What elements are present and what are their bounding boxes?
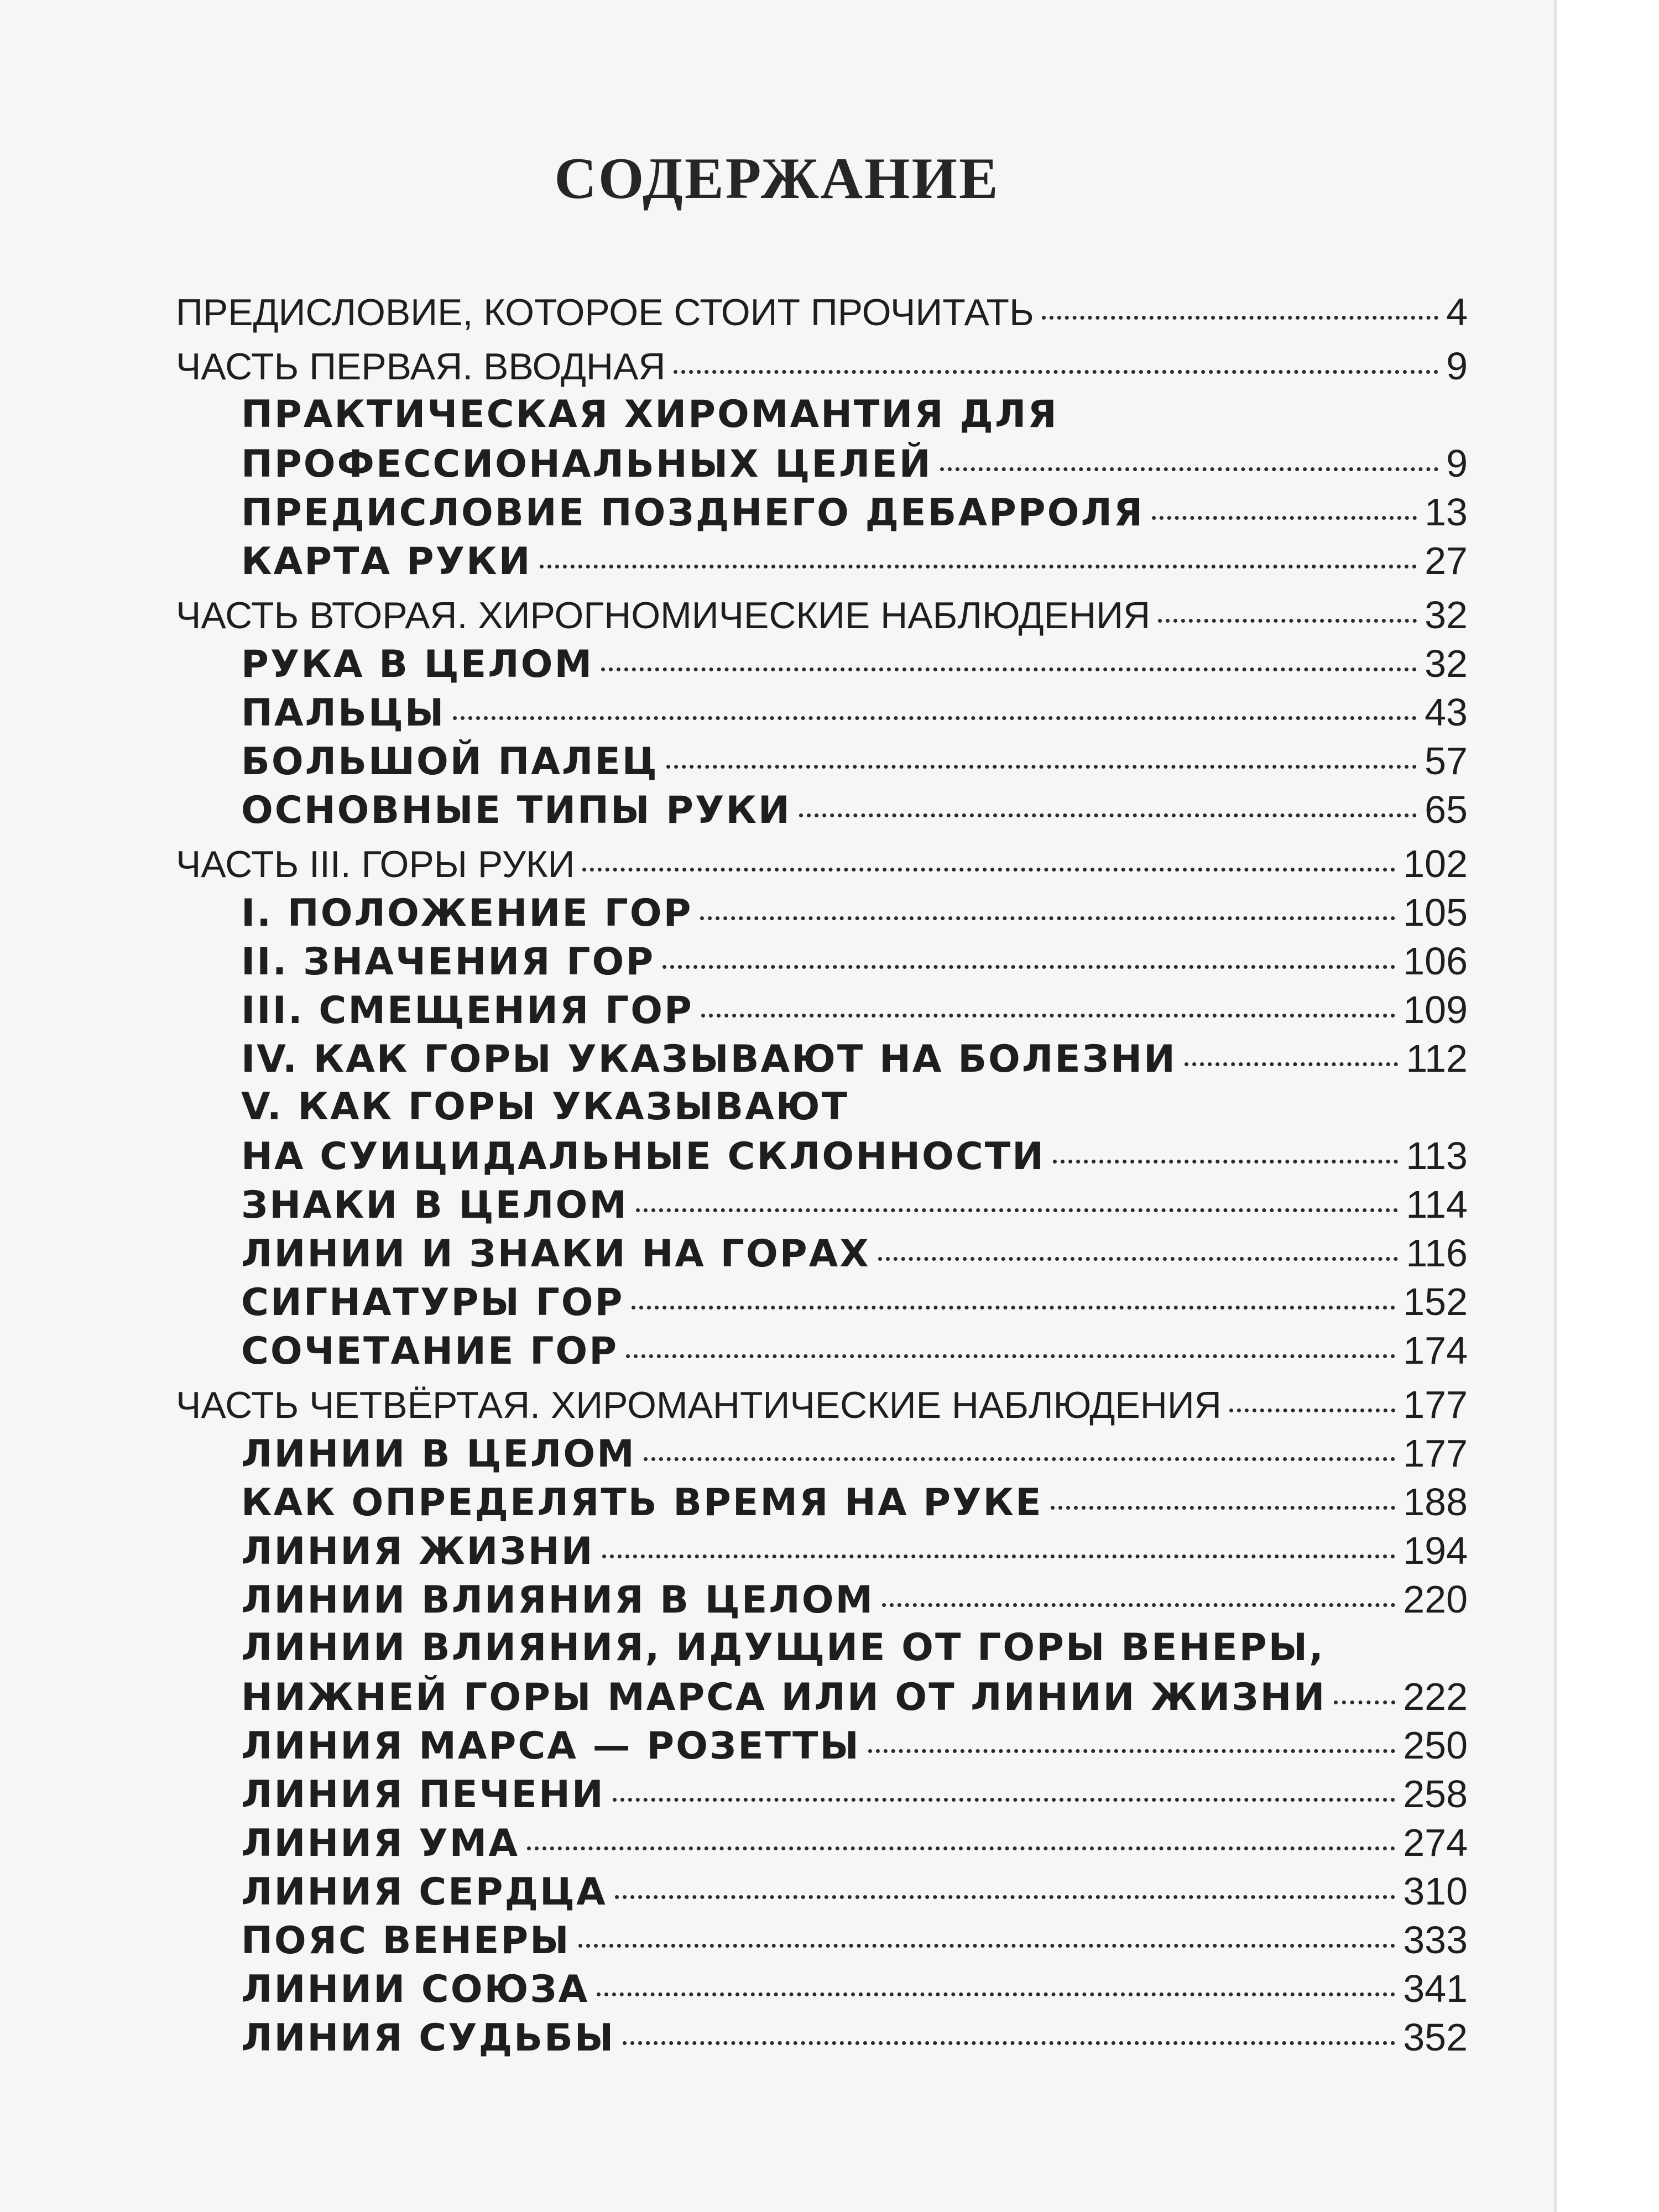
toc-entry-title: ЛИНИИ ВЛИЯНИЯ, ИДУЩИЕ ОТ ГОРЫ ВЕНЕРЫ, <box>241 1626 1325 1670</box>
dot-leader <box>1158 619 1417 623</box>
toc-entry-title: ЧАСТЬ ПЕРВАЯ. ВВОДНАЯ <box>176 346 666 388</box>
toc-entry-title: ПРОФЕССИОНАЛЬНЫХ ЦЕЛЕЙ <box>241 442 932 486</box>
toc-page-number: 188 <box>1403 1480 1468 1524</box>
dot-leader <box>613 1798 1395 1802</box>
toc-entry-title: ПОЯС ВЕНЕРЫ <box>241 1919 571 1963</box>
toc-entry <box>176 1770 1468 1818</box>
toc-page-number: 177 <box>1403 1432 1468 1475</box>
toc-page-number: 32 <box>1425 593 1468 637</box>
toc-page-number: 274 <box>1403 1821 1468 1864</box>
dot-leader <box>1053 1160 1398 1164</box>
dot-leader <box>453 716 1417 720</box>
toc-entry <box>176 591 1468 639</box>
toc-entry <box>176 1867 1468 1916</box>
toc-entry-title: ПРАКТИЧЕСКАЯ ХИРОМАНТИЯ ДЛЯ <box>241 393 1058 436</box>
dot-leader <box>1051 1506 1396 1510</box>
dot-leader <box>940 467 1438 471</box>
dot-leader <box>540 565 1417 568</box>
toc-entry <box>176 1429 1468 1478</box>
toc-entry-title: ЛИНИИ И ЗНАКИ НА ГОРАХ <box>241 1232 870 1276</box>
toc-entry-title: ЛИНИЯ МАРСА — РОЗЕТТЫ <box>241 1724 860 1768</box>
toc-entry <box>176 439 1468 488</box>
toc-page-number: 113 <box>1406 1134 1468 1177</box>
toc-entry <box>176 1575 1468 1624</box>
toc-entry-title: III. СМЕЩЕНИЯ ГОР <box>241 989 693 1032</box>
toc-entry-title: ЛИНИИ В ЦЕЛОМ <box>241 1432 636 1476</box>
toc-entry <box>176 342 1468 390</box>
dot-leader <box>1042 316 1438 320</box>
toc-entry <box>176 1478 1468 1526</box>
toc-page-number: 258 <box>1403 1772 1468 1815</box>
toc-page-number: 9 <box>1446 442 1468 485</box>
toc-entry-title: ЧАСТЬ III. ГОРЫ РУКИ <box>176 843 575 885</box>
toc-entry <box>176 1624 1468 1672</box>
toc-entry-title: КАРТА РУКИ <box>241 540 532 583</box>
toc-page-number: 4 <box>1446 290 1468 333</box>
toc-page-number: 106 <box>1403 940 1468 983</box>
toc-entry <box>176 1380 1468 1429</box>
toc-entry <box>176 1964 1468 2013</box>
toc-entry-title: ПРЕДИСЛОВИЕ ПОЗДНЕГО ДЕБАРРОЛЯ <box>241 491 1145 535</box>
toc-entry <box>176 888 1468 937</box>
dot-leader <box>1185 1062 1399 1066</box>
toc-entry <box>176 1526 1468 1575</box>
toc-entry <box>176 688 1468 737</box>
toc-entry-title: ЧАСТЬ ВТОРАЯ. ХИРОГНОМИЧЕСКИЕ НАБЛЮДЕНИЯ <box>176 594 1151 637</box>
dot-leader <box>527 1846 1395 1850</box>
dot-leader <box>597 1992 1395 1996</box>
dot-leader <box>644 1457 1395 1461</box>
toc-entry <box>176 639 1468 688</box>
toc-page-number: 341 <box>1403 1967 1468 2010</box>
dot-leader <box>868 1749 1395 1753</box>
toc-entry-title: ЛИНИЯ СУДЬБЫ <box>241 2016 615 2060</box>
page-title: СОДЕРЖАНИЕ <box>554 146 1000 211</box>
toc-entry-title: НИЖНЕЙ ГОРЫ МАРСА ИЛИ ОТ ЛИНИИ ЖИЗНИ <box>241 1676 1327 1719</box>
dot-leader <box>626 1354 1395 1358</box>
toc-entry <box>176 785 1468 834</box>
dot-leader <box>1334 1700 1395 1704</box>
toc-entry <box>176 488 1468 536</box>
toc-entry-title: IV. КАК ГОРЫ УКАЗЫВАЮТ НА БОЛЕЗНИ <box>241 1037 1177 1081</box>
toc-entry-title: СИГНАТУРЫ ГОР <box>241 1281 624 1324</box>
dot-leader <box>701 1014 1395 1018</box>
toc-entry <box>176 1721 1468 1770</box>
toc-entry-title: ЛИНИЯ СЕРДЦА <box>241 1870 607 1914</box>
toc-page-number: 177 <box>1403 1383 1468 1426</box>
toc-page-number: 310 <box>1403 1870 1468 1913</box>
toc-entry-title: ЗНАКИ В ЦЕЛОМ <box>241 1183 629 1227</box>
dot-leader <box>882 1603 1395 1607</box>
toc-entry <box>176 2013 1468 2062</box>
dot-leader <box>700 916 1395 920</box>
toc-page-number: 102 <box>1403 842 1468 885</box>
toc-page-number: 43 <box>1425 691 1468 734</box>
toc-page-number: 65 <box>1425 788 1468 831</box>
toc-entry <box>176 1034 1468 1083</box>
toc-entry-title: ЛИНИЯ УМА <box>241 1822 519 1865</box>
dot-leader <box>582 868 1395 872</box>
toc-page-number: 27 <box>1425 539 1468 582</box>
toc-page-number: 352 <box>1403 2016 1468 2059</box>
dot-leader <box>799 813 1417 817</box>
toc-page-number: 105 <box>1403 891 1468 934</box>
toc-entry <box>176 1326 1468 1375</box>
toc-entry <box>176 1180 1468 1229</box>
toc-entry-title: ОСНОВНЫЕ ТИПЫ РУКИ <box>241 789 791 832</box>
toc-entry-title: ЛИНИИ ВЛИЯНИЯ В ЦЕЛОМ <box>241 1578 875 1622</box>
toc-page-number: 174 <box>1403 1329 1468 1372</box>
toc-entry-title: РУКА В ЦЕЛОМ <box>241 643 594 686</box>
toc-page-number: 112 <box>1406 1037 1468 1080</box>
toc-page-number: 57 <box>1425 739 1468 782</box>
toc-entry-title: ПАЛЬЦЫ <box>241 691 446 735</box>
toc-page-number: 250 <box>1403 1724 1468 1767</box>
toc-entry <box>176 737 1468 785</box>
dot-leader <box>666 765 1417 769</box>
toc-entry <box>176 937 1468 985</box>
toc-entry <box>176 1672 1468 1721</box>
toc-page-number: 152 <box>1403 1280 1468 1323</box>
toc-page-number: 220 <box>1403 1578 1468 1621</box>
toc-entry <box>176 1818 1468 1867</box>
toc-entry <box>176 1916 1468 1964</box>
dot-leader <box>578 1944 1396 1948</box>
toc-entry-title: КАК ОПРЕДЕЛЯТЬ ВРЕМЯ НА РУКЕ <box>241 1481 1043 1525</box>
table-of-contents <box>176 288 1468 2062</box>
dot-leader <box>878 1257 1399 1261</box>
toc-page-number: 13 <box>1425 491 1468 534</box>
toc-entry-title: ЧАСТЬ ЧЕТВЁРТАЯ. ХИРОМАНТИЧЕСКИЕ НАБЛЮДЕНИЯ <box>176 1384 1222 1426</box>
toc-entry-title: ПРЕДИСЛОВИЕ, КОТОРОЕ СТОИТ ПРОЧИТАТЬ <box>176 291 1034 333</box>
toc-entry-title: ЛИНИИ СОЮЗА <box>241 1968 589 2011</box>
toc-page-number: 109 <box>1403 988 1468 1031</box>
dot-leader <box>674 370 1439 374</box>
dot-leader <box>602 1554 1396 1558</box>
toc-entry-title: БОЛЬШОЙ ПАЛЕЦ <box>241 740 659 784</box>
toc-entry <box>176 1229 1468 1277</box>
toc-page-number: 32 <box>1425 642 1468 685</box>
toc-entry <box>176 985 1468 1034</box>
toc-entry <box>176 1277 1468 1326</box>
toc-entry-title: ЛИНИЯ ПЕЧЕНИ <box>241 1773 605 1817</box>
dot-leader <box>601 667 1417 671</box>
dot-leader <box>662 965 1395 969</box>
toc-page-number: 194 <box>1403 1529 1468 1572</box>
dot-leader <box>623 2041 1395 2045</box>
toc-entry <box>176 390 1468 439</box>
toc-entry-title: ЛИНИЯ ЖИЗНИ <box>241 1530 594 1573</box>
toc-entry <box>176 536 1468 585</box>
toc-entry-title: V. КАК ГОРЫ УКАЗЫВАЮТ <box>241 1085 849 1129</box>
dot-leader <box>636 1208 1398 1212</box>
toc-page-number: 9 <box>1446 345 1468 388</box>
toc-page-number: 222 <box>1403 1675 1468 1718</box>
dot-leader <box>615 1895 1395 1899</box>
toc-entry <box>176 1131 1468 1180</box>
toc-entry-title: II. ЗНАЧЕНИЯ ГОР <box>241 940 655 984</box>
toc-entry-title: I. ПОЛОЖЕНИЕ ГОР <box>241 891 693 935</box>
dot-leader <box>1229 1408 1395 1412</box>
dot-leader <box>632 1306 1395 1310</box>
toc-page-number: 114 <box>1406 1183 1468 1226</box>
toc-page-number: 116 <box>1406 1232 1468 1275</box>
toc-entry <box>176 288 1468 336</box>
toc-entry-title: НА СУИЦИДАЛЬНЫЕ СКЛОННОСТИ <box>241 1135 1046 1178</box>
toc-entry-title: СОЧЕТАНИЕ ГОР <box>241 1329 619 1373</box>
toc-entry <box>176 839 1468 888</box>
toc-page-number: 333 <box>1403 1918 1468 1961</box>
dot-leader <box>1152 516 1417 520</box>
toc-entry <box>176 1083 1468 1131</box>
